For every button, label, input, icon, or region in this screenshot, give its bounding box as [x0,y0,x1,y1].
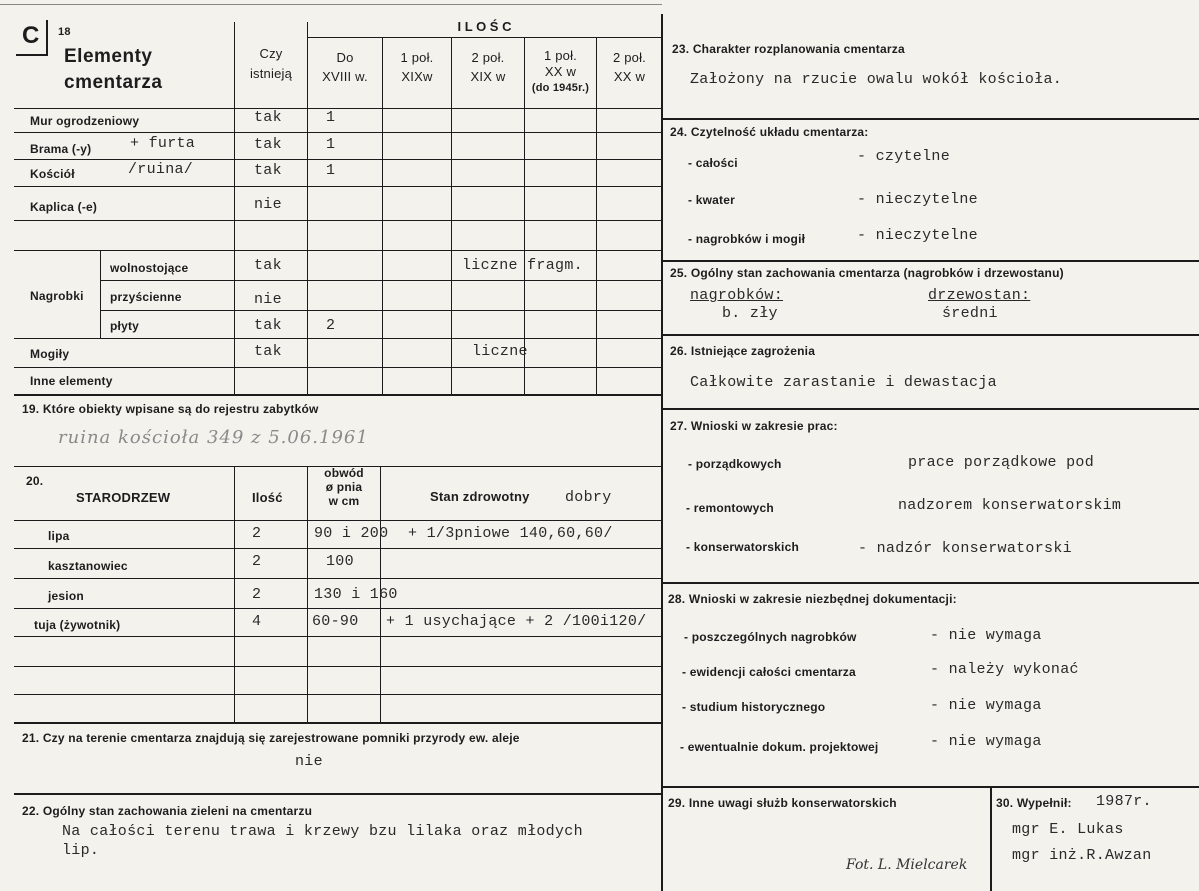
row-label-kaplica: Kaplica (-e) [30,200,98,214]
s20-col-state: Stan zdrowotny [430,489,530,504]
s19-handwriting: ruina kościoła 349 z 5.06.1961 [58,427,369,448]
row-qty-kosciol: 1 [326,162,336,179]
nagrobki-plyty-qty: 2 [326,317,336,334]
s22-value-1: Na całości terenu trawa i krzewy bzu lilaka oraz młodych [62,823,583,840]
s20-state-value: dobry [565,489,612,506]
row-label-kosciol: Kościół [30,167,75,181]
title-line1: Elementy [64,46,153,67]
tree-name: kasztanowiec [48,559,128,573]
row-exists-kosciol: tak [254,162,282,179]
tree-extra: + 1 usychające + 2 /100i120/ [386,613,647,630]
nagrobki-przysc-exists: nie [254,291,282,308]
title-line2: cmentarza [64,72,163,93]
s30-label: 30. Wypełnił: [996,796,1072,810]
s28-item-value: - nie wymaga [930,627,1042,644]
s25-label: 25. Ogólny stan zachowania cmentarza (nagrobków i drzewostanu) [670,266,1064,280]
s24-item-value: - nieczytelne [857,191,978,208]
row-exists-kaplica: nie [254,196,282,213]
s30-year: 1987r. [1096,793,1152,810]
row-exists-mur: tak [254,109,282,126]
tree-name: jesion [48,589,84,603]
s28-item-value: - należy wykonać [930,661,1079,678]
col-exists-header: Czy istnieją [249,46,293,81]
nagrobki-plyty-exists: tak [254,317,282,334]
s23-value: Założony na rzucie owalu wokół kościoła. [690,71,1063,88]
s22-value-2: lip. [62,842,100,859]
tree-circ: 60-90 [312,613,359,630]
s20-col-qty: Ilość [252,490,283,505]
s27-item-label: - porządkowych [688,457,782,471]
s24-item-value: - czytelne [857,148,951,165]
s30-name1: mgr E. Lukas [1012,821,1124,838]
s21-value: nie [295,753,323,770]
mogily-exists: tak [254,343,282,360]
s24-item-label: - kwater [688,193,735,207]
s22-label: 22. Ogólny stan zachowania zieleni na cmentarzu [22,804,313,818]
period-4: 1 poł. XX w (do 1945r.) [531,48,590,94]
row-note-kosciol: /ruina/ [128,161,194,178]
tree-extra: + 1/3pniowe 140,60,60/ [408,525,613,542]
s25-nagrobkow-value: b. zły [722,305,778,322]
s27-item-label: - konserwatorskich [686,540,799,554]
nagrobki-przysc: przyścienne [110,290,182,304]
s28-item-label: - poszczególnych nagrobków [684,630,857,644]
s24-item-label: - całości [688,156,738,170]
s24-item-value: - nieczytelne [857,227,978,244]
nagrobki-label: Nagrobki [30,289,84,303]
s27-item-value: prace porządkowe pod [908,454,1095,471]
s30-name2: mgr inż.R.Awzan [1012,847,1152,864]
s28-item-value: - nie wymaga [930,733,1042,750]
s25-drzewostan-value: średni [942,305,998,322]
s21-label: 21. Czy na terenie cmentarza znajdują się zarejestrowane pomniki przyrody ew. aleje [22,731,520,745]
tree-circ: 100 [326,553,354,570]
s26-value: Całkowite zarastanie i dewastacja [690,374,997,391]
tree-circ: 130 i 160 [314,586,398,603]
nagrobki-wolno: wolnostojące [110,261,189,275]
period-5: 2 poł. XX w [612,50,646,84]
tree-qty: 2 [252,553,262,570]
tree-qty: 2 [252,525,262,542]
s20-number: 20. [26,474,44,488]
tree-name: lipa [48,529,70,543]
s28-label: 28. Wnioski w zakresie niezbędnej dokumentacji: [668,592,957,606]
period-3: 2 poł. XIX w [470,50,506,84]
s24-item-label: - nagrobków i mogił [688,232,806,246]
s27-item-value: nadzorem konserwatorskim [898,497,1122,514]
s24-label: 24. Czytelność układu cmentarza: [670,125,869,139]
s23-label: 23. Charakter rozplanowania cmentarza [672,42,905,56]
s25-drzewostan-label: drzewostan: [928,287,1031,304]
s20-col-name: STARODRZEW [76,490,171,505]
s28-item-label: - ewentualnie dokum. projektowej [680,740,879,754]
nagrobki-plyty: płyty [110,319,140,333]
mogily-note: liczne [472,343,528,360]
tree-qty: 2 [252,586,262,603]
s28-item-label: - studium historycznego [682,700,826,714]
s28-item-value: - nie wymaga [930,697,1042,714]
nagrobki-wolno-exists: tak [254,257,282,274]
row-note-brama: + furta [130,135,196,152]
ilosc-header: I L O Ś C [457,19,512,34]
s27-item-value: - nadzór konserwatorski [858,540,1072,557]
row-qty-mur: 1 [326,109,336,126]
period-2: 1 poł. XIXw [400,50,434,84]
period-1: Do XVIII w. [322,50,368,84]
s26-label: 26. Istniejące zagrożenia [670,344,816,358]
s29-label: 29. Inne uwagi służb konserwatorskich [668,796,897,810]
s19-label: 19. Które obiekty wpisane są do rejestru zabytków [22,402,319,416]
tree-name: tuja (żywotnik) [34,618,121,632]
tree-circ: 90 i 200 [314,525,389,542]
card-letter: C [22,22,40,49]
inne-label: Inne elementy [30,374,113,388]
mogily-label: Mogiły [30,347,70,361]
row-label-brama: Brama (-y) [30,142,92,156]
s28-item-label: - ewidencji całości cmentarza [682,665,856,679]
row-qty-brama: 1 [326,136,336,153]
s20-col-circ: obwód ø pnia w cm [324,466,364,508]
photo-credit: Fot. L. Mielcarek [846,857,968,873]
tree-qty: 4 [252,613,262,630]
nagrobki-wolno-note: liczne fragm. [462,257,583,274]
row-label-mur: Mur ogrodzeniowy [30,114,140,128]
s25-nagrobkow-label: nagrobków: [690,287,784,304]
s27-label: 27. Wnioski w zakresie prac: [670,419,838,433]
s27-item-label: - remontowych [686,501,774,515]
row-exists-brama: tak [254,136,282,153]
card-number: 18 [58,26,71,38]
